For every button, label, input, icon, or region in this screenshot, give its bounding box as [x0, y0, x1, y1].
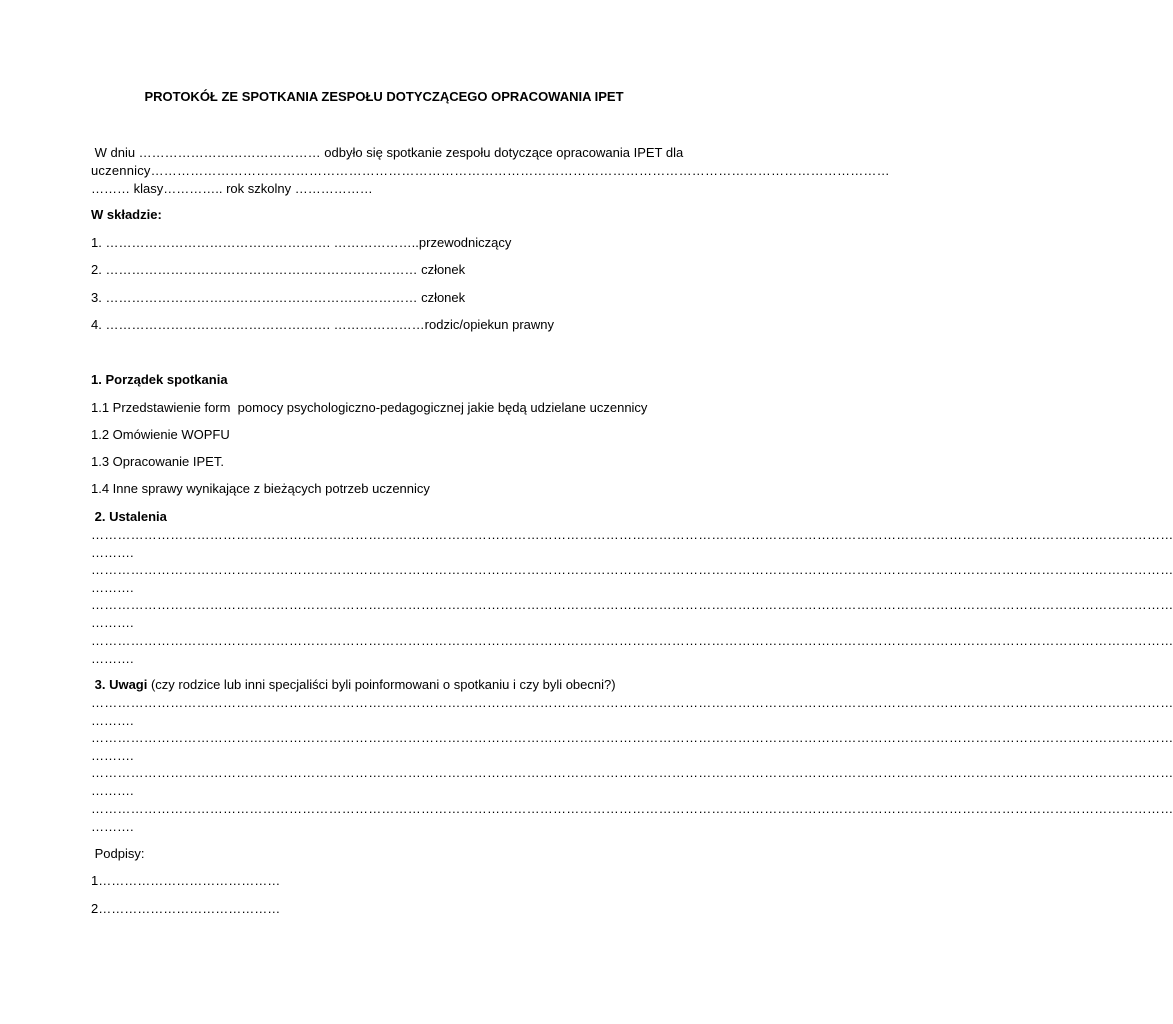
remarks-heading-note: (czy rodzice lub inni specjaliści byli poinformowani o spotkaniu i czy byli obecni?) [147, 677, 616, 692]
remarks-dots-line: ………………………………………………………………………………………………………………………………………………………………………………………………………………………… [91, 730, 1173, 745]
intro-line-2: uczennicy…………………………………………………………………………………………………………………………………………………… [91, 163, 890, 178]
remarks-heading [91, 677, 616, 693]
findings-heading: 2. Ustalenia [91, 509, 167, 524]
findings-dots-line: ………………………………………………………………………………………………………………………………………………………………………………………………………………………… [91, 562, 1173, 577]
findings-dots-end: ………. [91, 580, 134, 595]
findings-dots-end: ………. [91, 615, 134, 630]
member-line: 1. ……………………………………………. ………………..przewodniczący [91, 235, 512, 250]
composition-heading: W składzie: [91, 207, 162, 222]
agenda-item: 1.3 Opracowanie IPET. [91, 454, 224, 469]
intro-line-3: ……… klasy………….. rok szkolny ……………… [91, 181, 373, 196]
signature-line: 1…………………………………… [91, 873, 281, 888]
remarks-heading-bold: 3. Uwagi [91, 677, 148, 692]
agenda-heading: 1. Porządek spotkania [91, 372, 228, 387]
member-line: 2. ……………………………………………………………… członek [91, 262, 466, 277]
member-line: 3. ……………………………………………………………… członek [91, 290, 466, 305]
findings-dots-line: ………………………………………………………………………………………………………………………………………………………………………………………………………………………… [91, 597, 1173, 612]
remarks-dots-line: ………………………………………………………………………………………………………………………………………………………………………………………………………………………… [91, 695, 1173, 710]
findings-dots-line: ………………………………………………………………………………………………………………………………………………………………………………………………………………………… [91, 633, 1173, 648]
findings-dots-end: ………. [91, 545, 134, 560]
remarks-dots-line: ………………………………………………………………………………………………………………………………………………………………………………………………………………………… [91, 765, 1173, 780]
agenda-item: 1.4 Inne sprawy wynikające z bieżących potrzeb uczennicy [91, 481, 430, 496]
remarks-dots-line: ………………………………………………………………………………………………………………………………………………………………………………………………………………………… [91, 801, 1173, 816]
findings-dots-end: ………. [91, 651, 134, 666]
remarks-dots-end: ………. [91, 819, 134, 834]
signatures-heading: Podpisy: [91, 846, 145, 861]
agenda-item: 1.1 Przedstawienie form pomocy psychologiczno-pedagogicznej jakie będą udzielane uczennicy [91, 400, 648, 415]
member-line: 4. ……………………………………………. …………………rodzic/opiekun prawny [91, 317, 555, 332]
findings-dots-line: ………………………………………………………………………………………………………………………………………………………………………………………………………………………… [91, 527, 1173, 542]
intro-line-1: W dniu …………………………………… odbyło się spotkanie zespołu dotyczące opracowania IPET dla [91, 145, 684, 160]
remarks-dots-end: ………. [91, 713, 134, 728]
remarks-dots-end: ………. [91, 748, 134, 763]
signature-line: 2…………………………………… [91, 901, 281, 916]
agenda-item: 1.2 Omówienie WOPFU [91, 427, 230, 442]
document-title: PROTOKÓŁ ZE SPOTKANIA ZESPOŁU DOTYCZĄCEGO OPRACOWANIA IPET [144, 89, 624, 104]
remarks-dots-end: ………. [91, 783, 134, 798]
